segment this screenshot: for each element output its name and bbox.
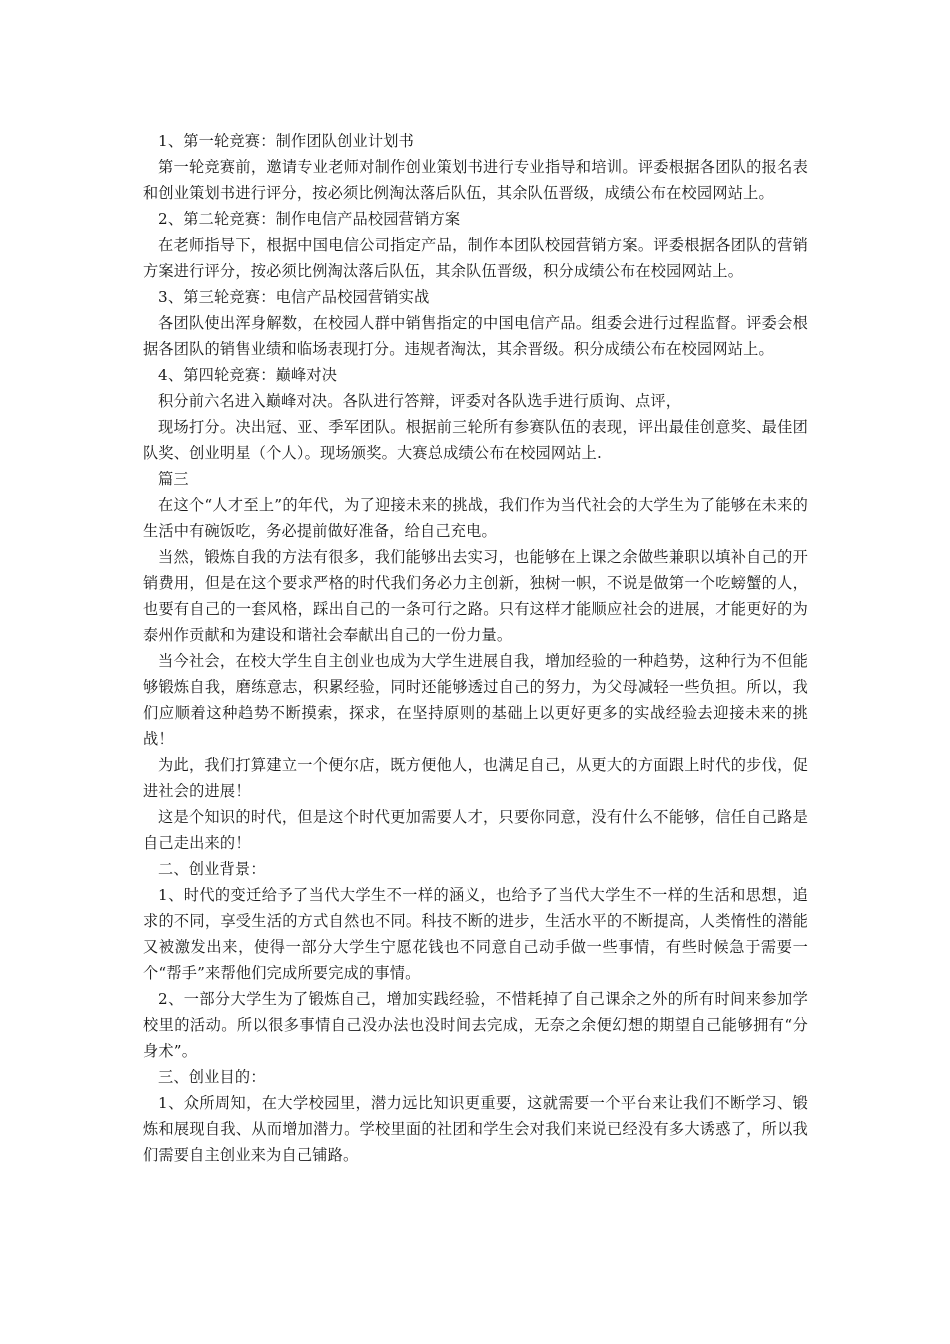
round-three-heading: 3、第三轮竞赛：电信产品校园营销实战: [158, 288, 430, 306]
purpose-point-1: 1、众所周知，在大学校园里，潜力远比知识更重要，这就需要一个平台来让我们不断学习、锻炼和展现自我、从而增加潜力。学校里面的社团和学生会对我们来说已经没有多大诱惑了，所以我们需要自主创业来为自己铺路。: [143, 1094, 808, 1164]
background-point-2: 2、一部分大学生为了锻炼自己，增加实践经验，不惜耗掉了自己课余之外的所有时间来参加学校里的活动。所以很多事情自己没办法也没时间去完成，无奈之余便幻想的期望自己能够拥有“分身术”。: [143, 990, 808, 1060]
round-two-heading: 2、第二轮竞赛：制作电信产品校园营销方案: [158, 210, 461, 228]
background-heading: 二、创业背景：: [158, 860, 266, 878]
round-four-body-1: 积分前六名进入巅峰对决。各队进行答辩，评委对各队选手进行质询、点评，: [158, 392, 682, 410]
document-page: [143, 128, 808, 1168]
background-point-1: 1、时代的变迁给予了当代大学生不一样的涵义，也给予了当代大学生不一样的生活和思想，追求的不同，享受生活的方式自然也不同。科技不断的进步，生活水平的不断提高，人类惰性的潜能又被激发出来，使得一部分大学生宁愿花钱也不同意自己动手做一些事情，有些时候急于需要一个“帮手”来帮他们完成所要完成的事情。: [143, 886, 808, 982]
purpose-heading: 三、创业目的：: [158, 1068, 266, 1086]
intro-paragraph: 在这个“人才至上”的年代，为了迎接未来的挑战，我们作为当代社会的大学生为了能够在未来的生活中有碗饭吃，务必提前做好准备，给自己充电。: [143, 496, 808, 540]
round-one-body: 第一轮竞赛前，邀请专业老师对制作创业策划书进行专业指导和培训。评委根据各团队的报名表和创业策划书进行评分，按必须比例淘汰落后队伍，其余队伍晋级，成绩公布在校园网站上。: [143, 158, 808, 202]
round-two-body: 在老师指导下，根据中国电信公司指定产品，制作本团队校园营销方案。评委根据各团队的营销方案进行评分，按必须比例淘汰落后队伍，其余队伍晋级，积分成绩公布在校园网站上。: [143, 236, 808, 280]
knowledge-era-paragraph: 这是个知识的时代，但是这个时代更加需要人才，只要你同意，没有什么不能够，信任自己路是自己走出来的！: [143, 808, 808, 852]
round-three-body: 各团队使出浑身解数，在校园人群中销售指定的中国电信产品。组委会进行过程监督。评委会根据各团队的销售业绩和临场表现打分。违规者淘汰，其余晋级。积分成绩公布在校园网站上。: [143, 314, 808, 358]
round-four-heading: 4、第四轮竞赛：巅峰对决: [158, 366, 338, 384]
self-training-paragraph: 当然，锻炼自我的方法有很多，我们能够出去实习，也能够在上课之余做些兼职以填补自己的开销费用，但是在这个要求严格的时代我们务必力主创新，独树一帜，不说是做第一个吃螃蟹的人，也要有自己的一套风格，踩出自己的一条可行之路。只有这样才能顺应社会的进展，才能更好的为泰州作贡献和为建设和谐社会奉献出自己的一份力量。: [143, 548, 808, 644]
society-trend-paragraph: 当今社会，在校大学生自主创业也成为大学生进展自我，增加经验的一种趋势，这种行为不但能够锻炼自我，磨练意志，积累经验，同时还能够透过自己的努力，为父母减轻一些负担。所以，我们应顺着这种趋势不断摸索，探求，在坚持原则的基础上以更好更多的实战经验去迎接未来的挑战！: [143, 652, 808, 748]
round-four-body-2: 现场打分。决出冠、亚、季军团队。根据前三轮所有参赛队伍的表现，评出最佳创意奖、最佳团队奖、创业明星（个人）。现场颁奖。大赛总成绩公布在校园网站上.: [143, 418, 808, 462]
round-one-heading: 1、第一轮竞赛：制作团队创业计划书: [158, 132, 415, 150]
section-title-part-three: 篇三: [158, 470, 189, 488]
store-plan-paragraph: 为此，我们打算建立一个便尔店，既方便他人，也满足自己，从更大的方面跟上时代的步伐，促进社会的进展！: [143, 756, 808, 800]
